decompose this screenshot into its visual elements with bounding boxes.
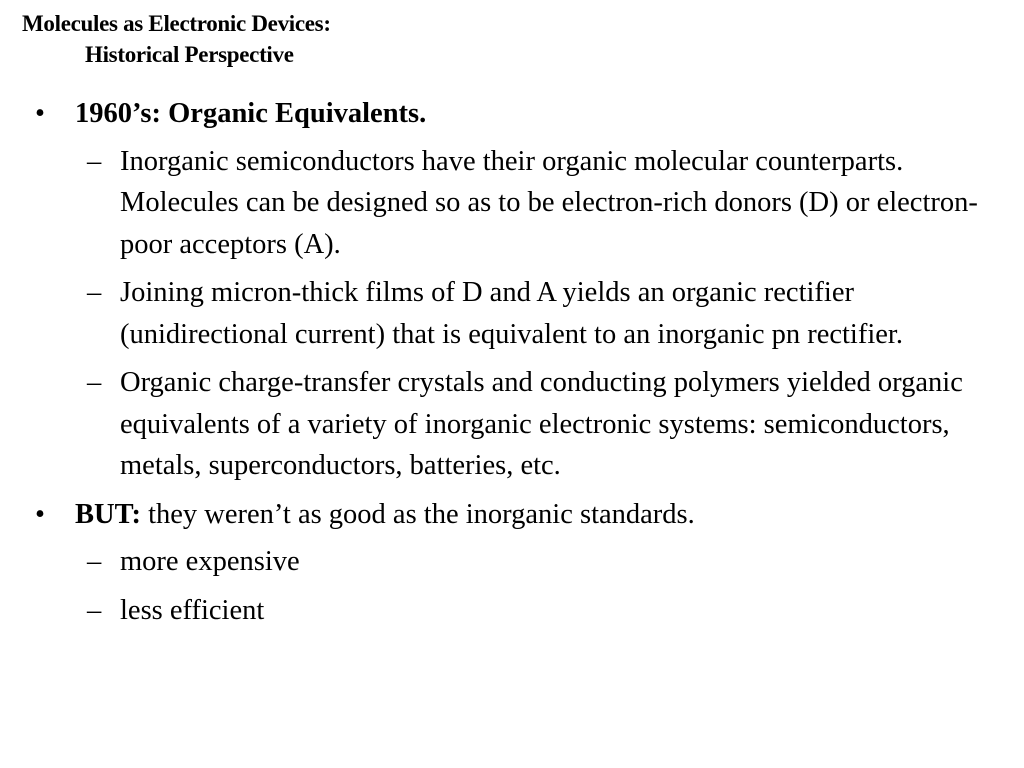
sub-bullet-efficient <box>0 590 982 632</box>
dash-marker: – <box>87 594 102 626</box>
dash-marker: – <box>87 367 102 398</box>
bullet-marker: • <box>35 498 45 530</box>
sub-bullet-text: Organic charge-transfer crystals and conducting polymers yielded organic equivalents of a variety of inorganic electronic systems: semiconductors, metals, superconductors, batteries, etc. <box>120 367 963 481</box>
sub-bullet-semiconductors <box>0 141 982 266</box>
sub-bullet-rectifier <box>0 272 982 355</box>
dash-marker: – <box>87 546 102 577</box>
sub-bullet-text: Joining micron-thick films of D and A yields an organic rectifier (unidirectional current) that is equivalent to an inorganic pn rectifier. <box>120 277 903 350</box>
sub-bullet-text: Inorganic semiconductors have their organic molecular counterparts. Molecules can be designed so as to be electron-rich donors (D) or electron-poor acceptors (A). <box>120 145 978 260</box>
dash-marker: – <box>87 145 102 177</box>
sub-bullet-text: more expensive <box>120 546 300 577</box>
sub-bullet-text: less efficient <box>120 594 265 626</box>
title-line-1: Molecules as Electronic Devices: <box>22 11 331 36</box>
bullet-but-label: BUT: <box>75 498 141 530</box>
slide-title <box>22 8 582 70</box>
bullet-but-text: they weren’t as good as the inorganic standards. <box>140 498 695 530</box>
title-line-2: Historical Perspective <box>85 42 294 67</box>
bullet-list <box>0 93 1024 638</box>
dash-marker: – <box>87 277 102 308</box>
sub-bullet-charge-transfer <box>0 362 982 487</box>
bullet-organic-equivalents <box>0 93 1015 135</box>
sub-bullet-expensive <box>0 541 982 583</box>
bullet-but <box>0 494 1015 536</box>
bullet-marker: • <box>35 98 45 129</box>
bullet-heading: 1960’s: Organic Equivalents. <box>75 98 427 129</box>
